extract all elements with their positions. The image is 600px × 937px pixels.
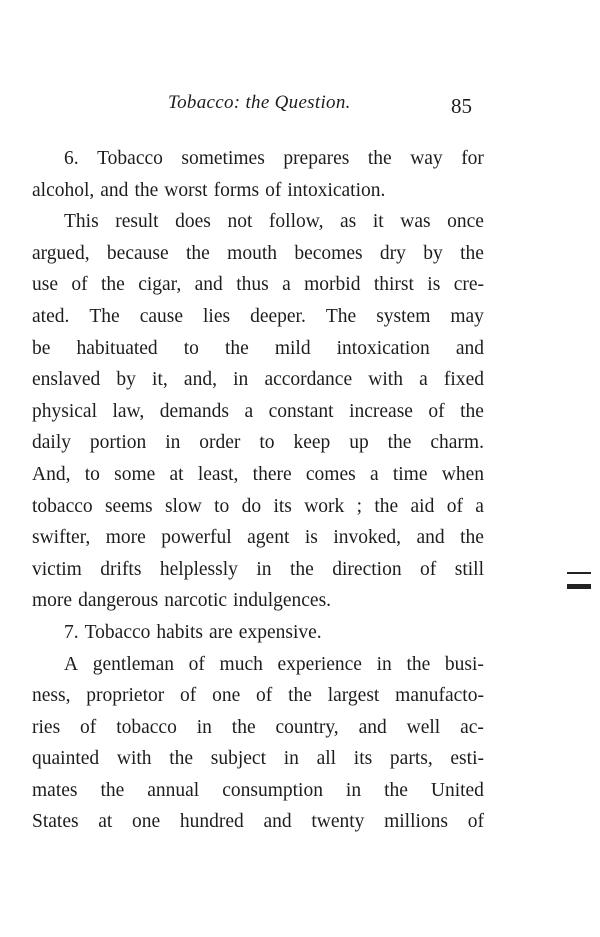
word: direction <box>332 558 402 580</box>
word: way <box>410 148 443 169</box>
word: up <box>349 432 369 454</box>
word: not <box>227 211 253 233</box>
word: deeper. <box>250 305 306 327</box>
text-line <box>32 522 484 554</box>
word: well <box>406 716 441 738</box>
word: States <box>32 811 79 833</box>
word: proprietor <box>86 685 165 707</box>
text-line <box>32 649 484 681</box>
word: do <box>241 495 262 517</box>
word: to <box>84 463 100 485</box>
word: worst <box>164 179 208 201</box>
word: of <box>180 685 197 707</box>
word: manufacto- <box>395 685 484 707</box>
word: its <box>273 495 292 517</box>
word: follow, <box>268 211 324 233</box>
word: some <box>114 463 156 485</box>
word: more <box>32 590 73 612</box>
word: a <box>475 495 484 517</box>
word: 7. <box>64 621 79 643</box>
word: the <box>384 779 408 801</box>
word: the <box>387 432 412 454</box>
word: slow <box>164 495 202 517</box>
word: annual <box>147 779 200 801</box>
text-line <box>32 301 484 333</box>
word: lies <box>203 305 231 327</box>
word: expensive. <box>238 621 322 643</box>
word: by <box>423 242 443 264</box>
word: the <box>288 685 312 707</box>
word: in <box>256 558 272 580</box>
word: the <box>460 242 484 264</box>
page-number: 85 <box>451 94 472 118</box>
word: a <box>419 369 428 391</box>
word: becomes <box>294 242 363 264</box>
word: parts, <box>389 748 433 770</box>
word: victim <box>32 558 82 580</box>
word: thirst <box>373 274 414 296</box>
word: and <box>263 811 292 833</box>
word: ated. <box>32 305 70 327</box>
word: portion <box>89 432 147 454</box>
word: accordance <box>264 369 353 391</box>
word: with <box>368 369 403 391</box>
word: charm. <box>430 432 484 454</box>
word: the <box>100 779 125 801</box>
word: ness, <box>32 685 71 707</box>
word: still <box>454 558 484 580</box>
word: swifter, <box>32 527 91 549</box>
word: demands <box>159 400 230 422</box>
word: the <box>134 179 159 201</box>
word: ries <box>32 716 61 738</box>
text-line <box>32 427 484 459</box>
word: comes <box>305 463 356 485</box>
word: of <box>71 274 88 296</box>
word: dry <box>379 242 406 264</box>
word: of <box>467 811 484 833</box>
text-line <box>32 585 484 617</box>
word: of <box>265 179 282 201</box>
word: prepares <box>283 148 350 169</box>
word: argued, <box>32 242 90 264</box>
body-text <box>32 143 484 838</box>
word: intoxication. <box>287 179 386 201</box>
word: all <box>316 748 337 770</box>
text-line <box>32 806 484 838</box>
word: increase <box>349 400 413 422</box>
word: twenty <box>311 811 365 833</box>
word: its <box>353 748 373 770</box>
text-line <box>32 269 484 301</box>
word: seems <box>104 495 153 517</box>
word: United <box>430 779 484 801</box>
word: fixed <box>443 369 484 391</box>
text-line <box>32 554 484 586</box>
word: the <box>406 653 431 675</box>
word: the <box>231 716 256 738</box>
word: in <box>233 369 249 391</box>
text-line <box>32 491 484 523</box>
word: intoxication <box>336 337 430 359</box>
word: it <box>372 211 384 233</box>
word: the <box>101 274 125 296</box>
word: helplessly <box>159 558 238 580</box>
word: alcohol, <box>32 179 95 201</box>
word: with <box>116 748 152 770</box>
word: aid <box>410 495 435 517</box>
word: to <box>183 337 199 359</box>
word: A <box>64 653 79 675</box>
word: to <box>259 432 275 454</box>
word: experience <box>277 653 362 675</box>
word: the <box>224 337 249 359</box>
word: and <box>100 179 129 201</box>
word: at <box>169 463 184 485</box>
word: in <box>345 779 362 801</box>
word: daily <box>32 432 71 454</box>
text-line <box>32 175 484 207</box>
word: quainted <box>32 748 100 770</box>
word: the <box>367 148 392 169</box>
word: to <box>214 495 230 517</box>
word: tobacco <box>116 716 177 738</box>
margin-rule-mark <box>567 572 591 574</box>
word: the <box>289 558 314 580</box>
text-line <box>32 238 484 270</box>
word: system <box>376 305 431 327</box>
word: tobacco <box>32 495 93 517</box>
word: thus <box>236 274 269 296</box>
word: least, <box>197 463 239 485</box>
word: The <box>325 305 357 327</box>
word: may <box>450 305 484 327</box>
word: constant <box>268 400 334 422</box>
word: cre- <box>453 274 484 296</box>
word: morbid <box>304 274 361 296</box>
word: in <box>376 653 392 675</box>
word: enslaved <box>32 369 101 391</box>
word: busi- <box>444 653 484 675</box>
text-line <box>32 459 484 491</box>
word: the <box>185 242 210 264</box>
word: one <box>212 685 241 707</box>
word: the <box>374 495 399 517</box>
text-line <box>32 333 484 365</box>
word: drifts <box>100 558 142 580</box>
word: hundred <box>179 811 244 833</box>
text-line <box>32 396 484 428</box>
word: are <box>208 621 233 643</box>
word: agent <box>247 527 290 549</box>
word: the <box>460 400 484 422</box>
word: of <box>428 400 445 422</box>
word: consumption <box>222 779 323 801</box>
word: cause <box>139 305 183 327</box>
word: largest <box>327 685 380 707</box>
text-line <box>32 743 484 775</box>
word: indulgences. <box>233 590 332 612</box>
word: order <box>199 432 241 454</box>
word: for <box>461 148 484 169</box>
word: much <box>219 653 263 675</box>
word: mild <box>274 337 311 359</box>
word: there <box>252 463 292 485</box>
word: of <box>80 716 97 738</box>
word: And, <box>32 463 71 485</box>
word: in <box>283 748 299 770</box>
text-line <box>32 712 484 744</box>
word: cigar, <box>138 274 182 296</box>
word: of <box>188 653 205 675</box>
word: and <box>416 527 445 549</box>
word: of <box>256 685 273 707</box>
word: result <box>115 211 159 233</box>
word: millions <box>384 811 449 833</box>
text-line <box>32 680 484 712</box>
word: Tobacco <box>84 621 151 643</box>
word: in <box>165 432 181 454</box>
word: the <box>460 527 484 549</box>
word: 6. <box>64 148 79 169</box>
word: This <box>64 211 99 233</box>
word: gentleman <box>92 653 174 675</box>
word: ac- <box>460 716 484 738</box>
word: Tobacco <box>97 148 163 169</box>
word: habits <box>156 621 203 643</box>
word: esti- <box>450 748 484 770</box>
word: it, <box>152 369 168 391</box>
word: powerful <box>161 527 232 549</box>
word: does <box>175 211 211 233</box>
word: physical <box>32 400 97 422</box>
word: country, <box>275 716 339 738</box>
margin-block-mark <box>567 584 591 589</box>
word: a <box>282 274 291 296</box>
word: dangerous <box>78 590 159 612</box>
word: as <box>340 211 357 233</box>
word: one <box>132 811 161 833</box>
word: mates <box>32 779 78 801</box>
text-line <box>32 617 484 649</box>
running-title: Tobacco: the Question. <box>168 92 351 113</box>
word: be <box>32 337 51 359</box>
word: once <box>447 211 484 233</box>
running-head <box>0 92 600 122</box>
word: forms <box>213 179 260 201</box>
word: mouth <box>227 242 277 264</box>
word: keep <box>293 432 331 454</box>
text-line <box>32 775 484 807</box>
word: and <box>455 337 484 359</box>
word: habituated <box>76 337 158 359</box>
word: is <box>427 274 441 296</box>
word: of <box>420 558 437 580</box>
word: of <box>446 495 463 517</box>
word: law, <box>112 400 145 422</box>
word: more <box>105 527 146 549</box>
word: when <box>441 463 484 485</box>
word: and, <box>183 369 217 391</box>
word: and <box>194 274 223 296</box>
word: sometimes <box>181 148 265 169</box>
word: The <box>89 305 120 327</box>
word: by <box>116 369 136 391</box>
word: invoked, <box>333 527 402 549</box>
word: and <box>358 716 387 738</box>
text-line <box>32 143 484 175</box>
word: in <box>196 716 212 738</box>
word: a <box>369 463 379 485</box>
word: work <box>304 495 345 517</box>
word: ; <box>356 495 363 517</box>
word: narcotic <box>164 590 228 612</box>
word: a <box>244 400 254 422</box>
word: time <box>392 463 428 485</box>
word: at <box>98 811 113 833</box>
text-line <box>32 206 484 238</box>
word: the <box>169 748 194 770</box>
word: subject <box>210 748 266 770</box>
word: use <box>32 274 58 296</box>
word: is <box>304 527 318 549</box>
text-line <box>32 364 484 396</box>
word: was <box>400 211 431 233</box>
word: because <box>106 242 169 264</box>
